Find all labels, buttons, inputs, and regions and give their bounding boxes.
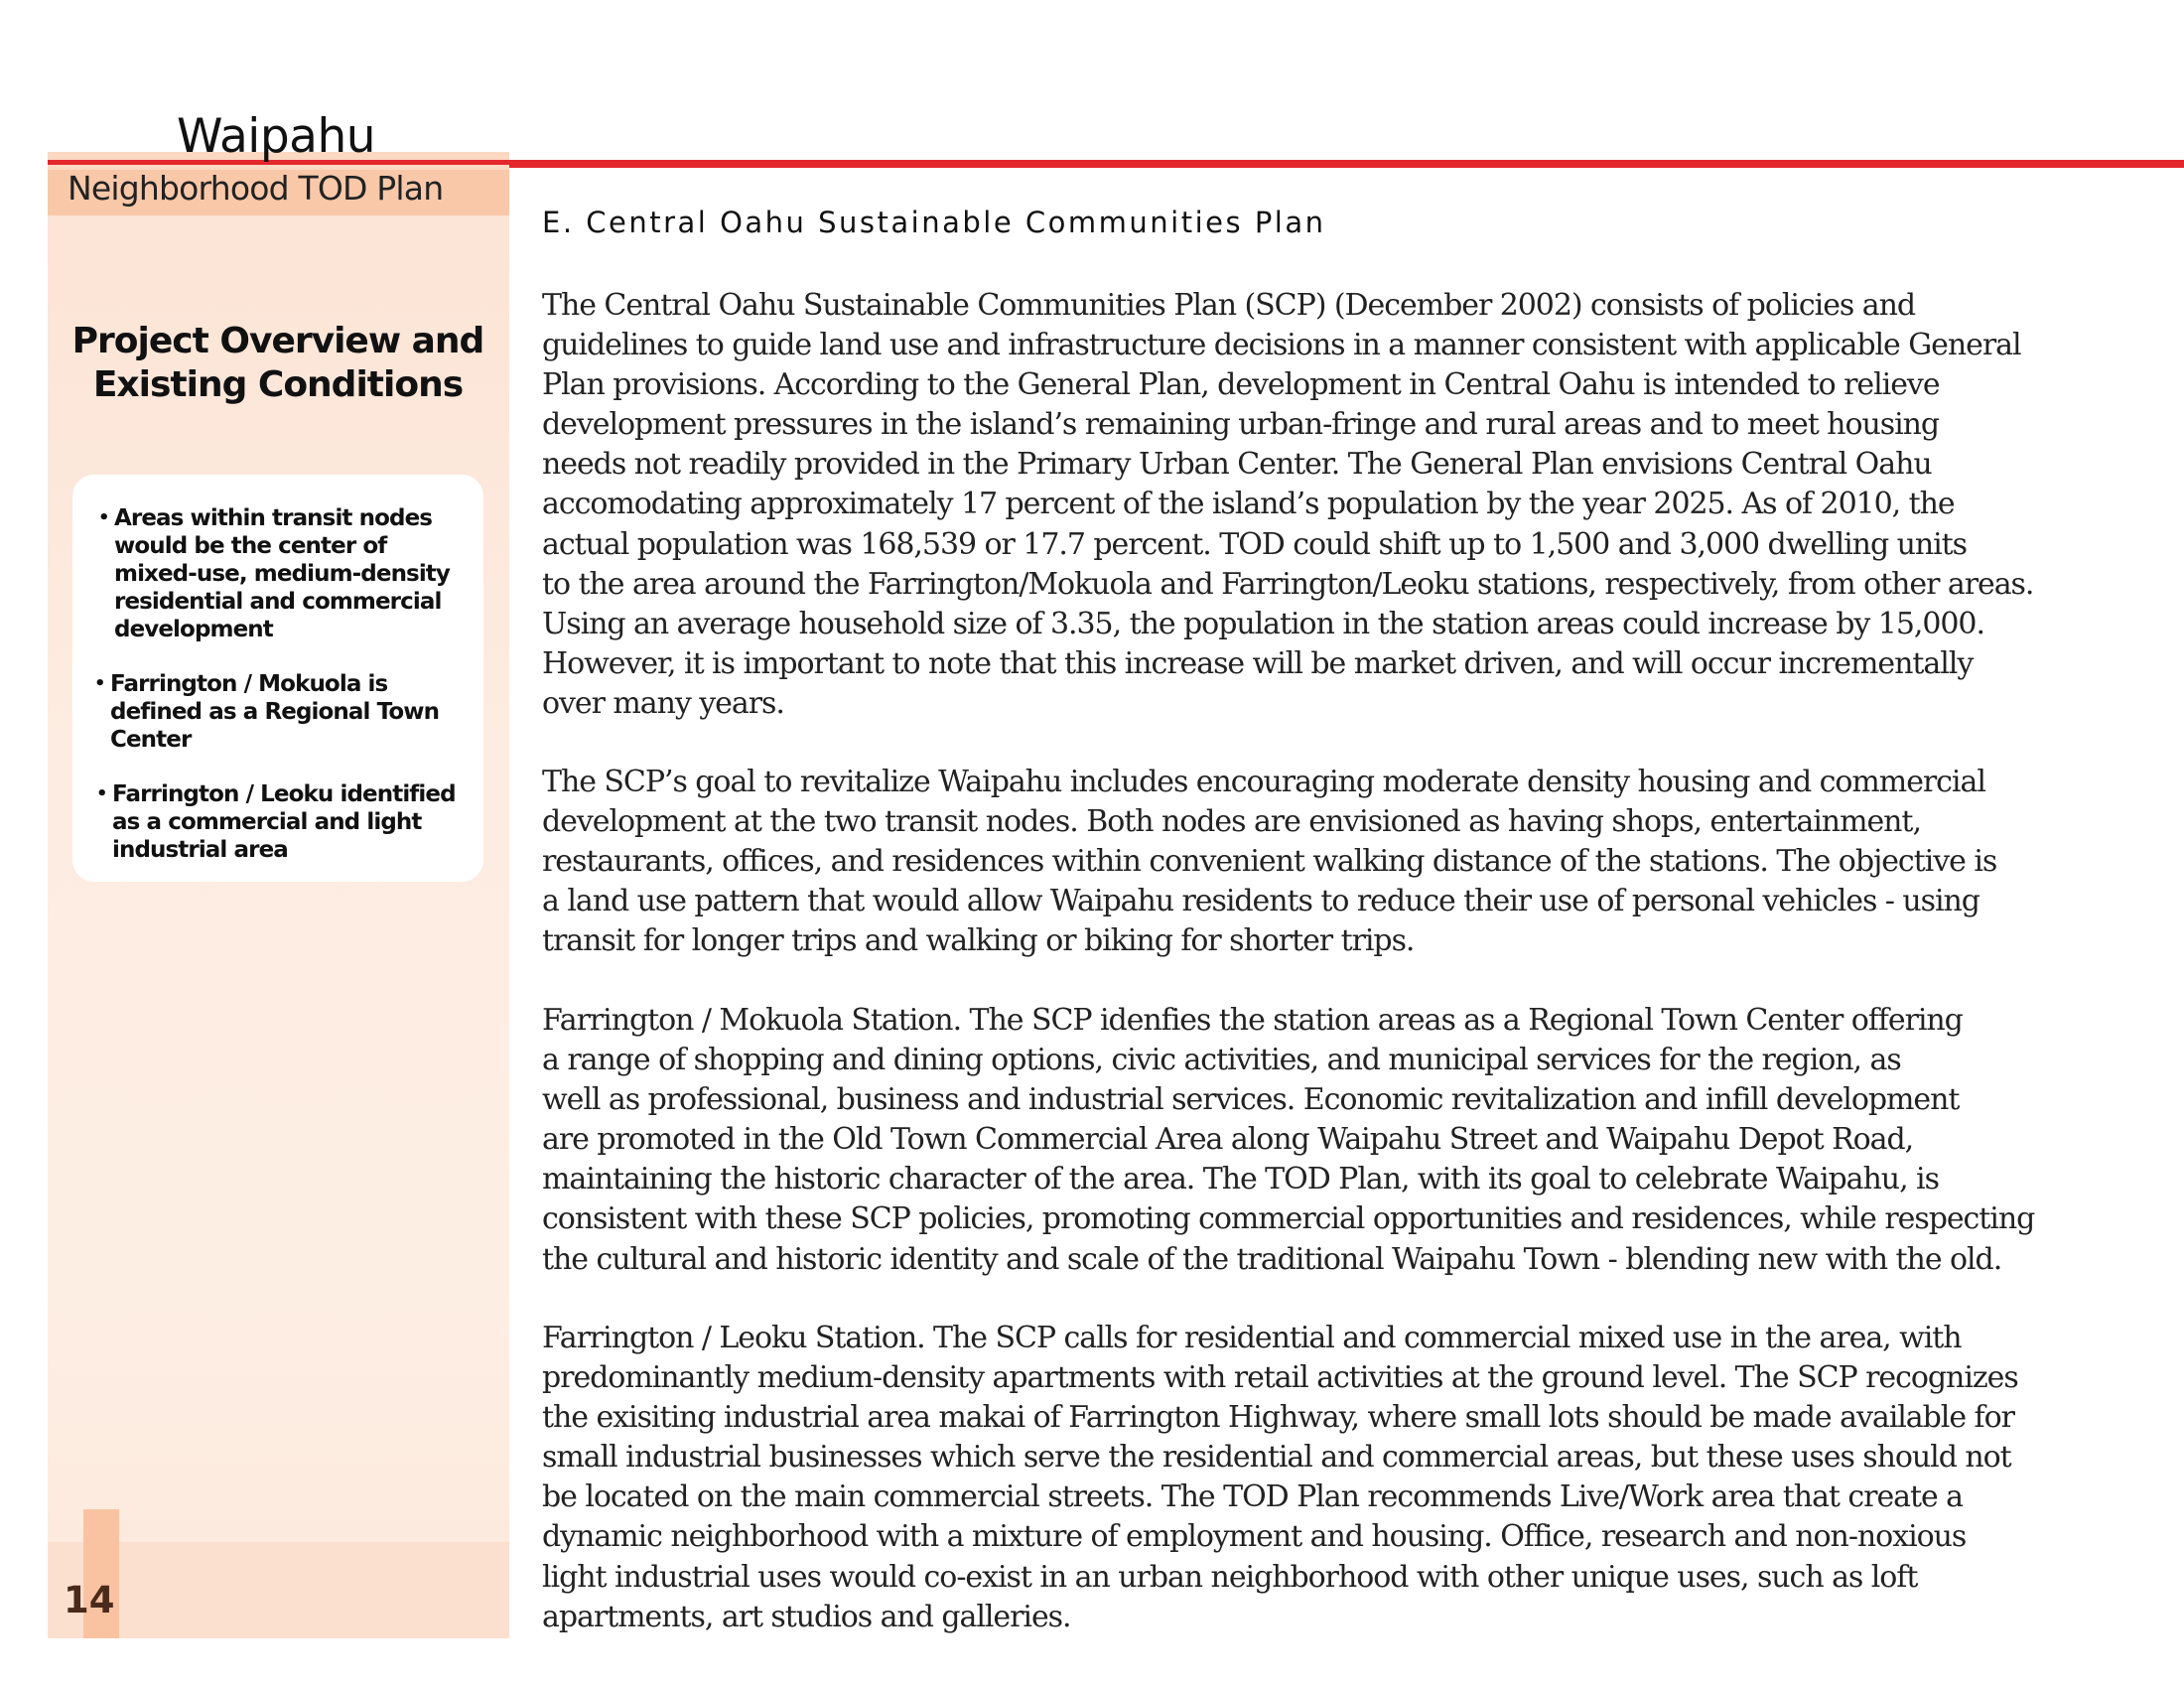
text-line: a land use pattern that would allow Waipahu residents to reduce their use of personal vehicles - using xyxy=(542,884,1979,919)
text-line: be located on the main commercial streets. The TOD Plan recommends Live/Work area that create a xyxy=(542,1479,1964,1515)
text-line: apartments, art studios and galleries. xyxy=(542,1599,1071,1634)
page-number: 14 xyxy=(64,1579,115,1621)
body-paragraph-3 xyxy=(542,1001,2035,1280)
bullet-icon: • xyxy=(98,507,109,528)
document-subtitle: Neighborhood TOD Plan xyxy=(68,169,444,208)
callout-item xyxy=(96,780,470,864)
bullet-icon: • xyxy=(96,783,107,804)
body-paragraph-1 xyxy=(542,286,2034,724)
text-line: accomodating approximately 17 percent of the island’s population by the year 2025. As of 2010, the xyxy=(542,487,1955,522)
text-line: transit for longer trips and walking or biking for shorter trips. xyxy=(542,923,1415,959)
section-heading-line-2: Existing Conditions xyxy=(92,364,464,405)
callout-item xyxy=(98,504,472,643)
text-line: Using an average household size of 3.35, the population in the station areas could increase by 15,000. xyxy=(542,606,1984,641)
text-line: Plan provisions. According to the General Plan, development in Central Oahu is intended to relieve xyxy=(542,367,1940,403)
text-line: over many years. xyxy=(542,685,784,721)
callout-text: Areas within transit nodes would be the center of mixed-use, medium-density residential and commercial development xyxy=(114,505,450,642)
text-line: are promoted in the Old Town Commercial Area along Waipahu Street and Waipahu Depot Road, xyxy=(542,1122,1914,1158)
body-paragraph-2 xyxy=(542,763,2001,961)
callout-text: Farrington / Leoku identified as a commercial and light industrial area xyxy=(112,781,456,863)
document-title: Waipahu xyxy=(177,109,376,164)
section-heading xyxy=(60,320,496,407)
body-paragraph-4 xyxy=(542,1319,2018,1637)
text-line: The SCP’s goal to revitalize Waipahu includes encouraging moderate density housing and commercial xyxy=(542,765,1985,799)
text-line: predominantly medium-density apartments with retail activities at the ground level. The SCP recognizes xyxy=(542,1360,2018,1396)
text-line: The Central Oahu Sustainable Communities Plan (SCP) (December 2002) consists of policies and xyxy=(542,288,1916,323)
bullet-icon: • xyxy=(94,673,105,694)
text-line: needs not readily provided in the Primary Urban Center. The General Plan envisions Central Oahu xyxy=(542,447,1932,483)
text-line: the cultural and historic identity and scale of the traditional Waipahu Town - blending new with the old. xyxy=(542,1241,2002,1277)
text-line: the exisiting industrial area makai of Farrington Highway, where small lots should be made available for xyxy=(542,1400,2014,1436)
text-line: However, it is important to note that this increase will be market driven, and will occur incrementally xyxy=(542,645,1974,681)
text-line: light industrial uses would co-exist in an urban neighborhood with other unique uses, such as loft xyxy=(542,1559,1918,1595)
text-line: dynamic neighborhood with a mixture of employment and housing. Office, research and non-noxious xyxy=(542,1519,1967,1555)
callout-text: Farrington / Mokuola is defined as a Regional Town Center xyxy=(110,671,440,753)
text-line: development pressures in the island’s remaining urban-fringe and rural areas and to meet housing xyxy=(542,407,1940,443)
section-heading-line-1: Project Overview and xyxy=(71,321,484,361)
text-line: Farrington / Mokuola Station. The SCP idenfies the station areas as a Regional Town Center offering xyxy=(542,1003,1963,1038)
text-line: development at the two transit nodes. Both nodes are envisioned as having shops, entertainment, xyxy=(542,804,1921,840)
text-line: actual population was 168,539 or 17.7 percent. TOD could shift up to 1,500 and 3,000 dwelling units xyxy=(542,526,1968,562)
text-line: Farrington / Leoku Station. The SCP calls for residential and commercial mixed use in the area, with xyxy=(542,1321,1962,1355)
text-line: well as professional, business and industrial services. Economic revitalization and infill development xyxy=(542,1082,1960,1118)
text-line: maintaining the historic character of the area. The TOD Plan, with its goal to celebrate Waipahu, is xyxy=(542,1162,1939,1197)
text-line: consistent with these SCP policies, promoting commercial opportunities and residences, while respecting xyxy=(542,1201,2035,1237)
text-line: guidelines to guide land use and infrastructure decisions in a manner consistent with applicable General xyxy=(542,328,2021,363)
main-heading: E. Central Oahu Sustainable Communities Plan xyxy=(542,206,1326,239)
text-line: to the area around the Farrington/Mokuola and Farrington/Leoku stations, respectively, from other areas. xyxy=(542,566,2034,602)
text-line: a range of shopping and dining options, civic activities, and municipal services for the region, as xyxy=(542,1043,1901,1078)
text-line: small industrial businesses which serve the residential and commercial areas, but these uses should not xyxy=(542,1440,2011,1476)
text-line: restaurants, offices, and residences within convenient walking distance of the stations. The objective is xyxy=(542,844,1997,880)
callout-item xyxy=(94,670,468,754)
header-rule xyxy=(509,160,2184,168)
